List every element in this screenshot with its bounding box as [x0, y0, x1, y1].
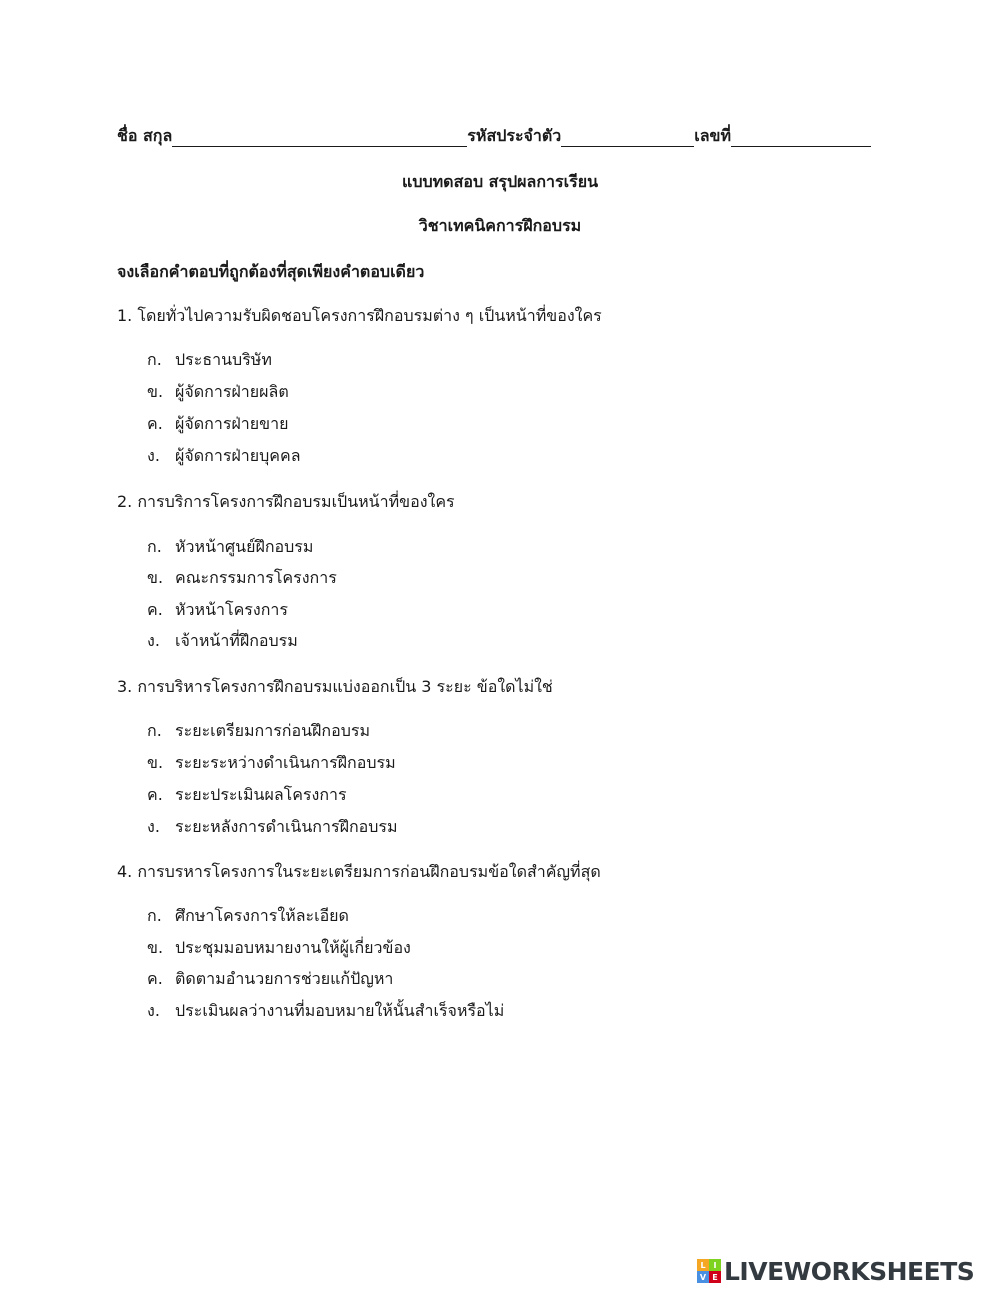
option-letter: ค.	[147, 414, 163, 433]
student-id-field[interactable]	[561, 130, 694, 147]
question-1-option-b[interactable]	[147, 380, 289, 405]
option-letter: ค.	[147, 785, 163, 804]
option-text: หัวหน้าโครงการ	[175, 600, 288, 619]
question-3-option-d[interactable]	[147, 815, 398, 840]
student-number-field[interactable]	[731, 130, 871, 147]
option-letter: ง.	[147, 1001, 160, 1020]
number-label: เลขที่	[694, 126, 732, 145]
option-letter: ก.	[147, 721, 162, 740]
question-1: 1. โดยทั่วไปความรับผิดชอบโครงการฝึกอบรมต่าง ๆ เป็นหน้าที่ของใคร	[117, 306, 602, 325]
question-4-option-a[interactable]	[147, 904, 349, 929]
option-letter: ก.	[147, 906, 162, 925]
option-letter: ข.	[147, 382, 164, 401]
question-2-option-b[interactable]	[147, 566, 337, 591]
question-3-option-c[interactable]	[147, 783, 347, 808]
name-label: ชื่อ สกุล	[117, 126, 173, 145]
option-text: ผู้จัดการฝ่ายบุคคล	[175, 446, 301, 465]
option-letter: ข.	[147, 938, 164, 957]
question-3-option-a[interactable]	[147, 719, 370, 744]
question-4-option-d[interactable]	[147, 999, 504, 1024]
option-letter: ค.	[147, 969, 163, 988]
option-text: ประธานบริษัท	[175, 350, 272, 369]
option-letter: ก.	[147, 537, 162, 556]
option-text: ผู้จัดการฝ่ายขาย	[175, 414, 289, 433]
question-2-option-a[interactable]	[147, 535, 313, 560]
question-2-option-d[interactable]	[147, 629, 298, 654]
name-field[interactable]	[172, 130, 467, 147]
subject-title: วิชาเทคนิคการฝึกอบรม	[418, 216, 582, 235]
option-text: ประเมินผลว่างานที่มอบหมายให้นั้นสำเร็จหรือไม่	[175, 1001, 505, 1020]
liveworksheets-logo	[697, 1257, 974, 1285]
question-2: 2. การบริการโครงการฝึกอบรมเป็นหน้าที่ของใคร	[117, 492, 455, 511]
option-text: ประชุมมอบหมายงานให้ผู้เกี่ยวข้อง	[175, 938, 411, 957]
question-1-option-c[interactable]	[147, 412, 288, 437]
option-letter: ง.	[147, 446, 160, 465]
option-letter: ก.	[147, 350, 162, 369]
option-letter: ค.	[147, 600, 163, 619]
option-text: ระยะเตรียมการก่อนฝึกอบรม	[175, 721, 370, 740]
logo-icon	[697, 1259, 721, 1283]
question-1-option-d[interactable]	[147, 444, 301, 469]
logo-icon-tile: I	[709, 1259, 721, 1271]
option-text: เจ้าหน้าที่ฝึกอบรม	[175, 631, 298, 650]
question-4-option-b[interactable]	[147, 936, 411, 961]
student-info-row	[117, 124, 882, 149]
logo-icon-tile: V	[697, 1271, 709, 1283]
option-text: คณะกรรมการโครงการ	[175, 568, 337, 587]
option-letter: ข.	[147, 568, 164, 587]
logo-icon-tile: L	[697, 1259, 709, 1271]
id-label: รหัสประจำตัว	[467, 126, 562, 145]
question-3: 3. การบริหารโครงการฝึกอบรมแบ่งออกเป็น 3 ระยะ ข้อใดไม่ใช่	[117, 677, 553, 696]
question-4-option-c[interactable]	[147, 967, 393, 992]
option-text: หัวหน้าศูนย์ฝึกอบรม	[175, 537, 314, 556]
option-letter: ง.	[147, 817, 160, 836]
instruction-text: จงเลือกคำตอบที่ถูกต้องที่สุดเพียงคำตอบเดียว	[117, 262, 425, 281]
page-title: แบบทดสอบ สรุปผลการเรียน	[402, 172, 598, 191]
question-4: 4. การบรหารโครงการในระยะเตรียมการก่อนฝึกอบรมข้อใดสำคัญที่สุด	[117, 862, 601, 881]
option-text: ศึกษาโครงการให้ละเอียด	[175, 906, 349, 925]
option-text: ระยะระหว่างดำเนินการฝึกอบรม	[175, 753, 396, 772]
question-1-option-a[interactable]	[147, 348, 272, 373]
logo-icon-tile: E	[709, 1271, 721, 1283]
option-text: ระยะหลังการดำเนินการฝึกอบรม	[175, 817, 398, 836]
option-text: ผู้จัดการฝ่ายผลิต	[175, 382, 289, 401]
question-2-option-c[interactable]	[147, 598, 288, 623]
option-letter: ข.	[147, 753, 164, 772]
option-text: ระยะประเมินผลโครงการ	[175, 785, 347, 804]
logo-text: LIVEWORKSHEETS	[724, 1256, 975, 1286]
option-letter: ง.	[147, 631, 160, 650]
question-3-option-b[interactable]	[147, 751, 396, 776]
option-text: ติดตามอำนวยการช่วยแก้ปัญหา	[175, 969, 394, 988]
